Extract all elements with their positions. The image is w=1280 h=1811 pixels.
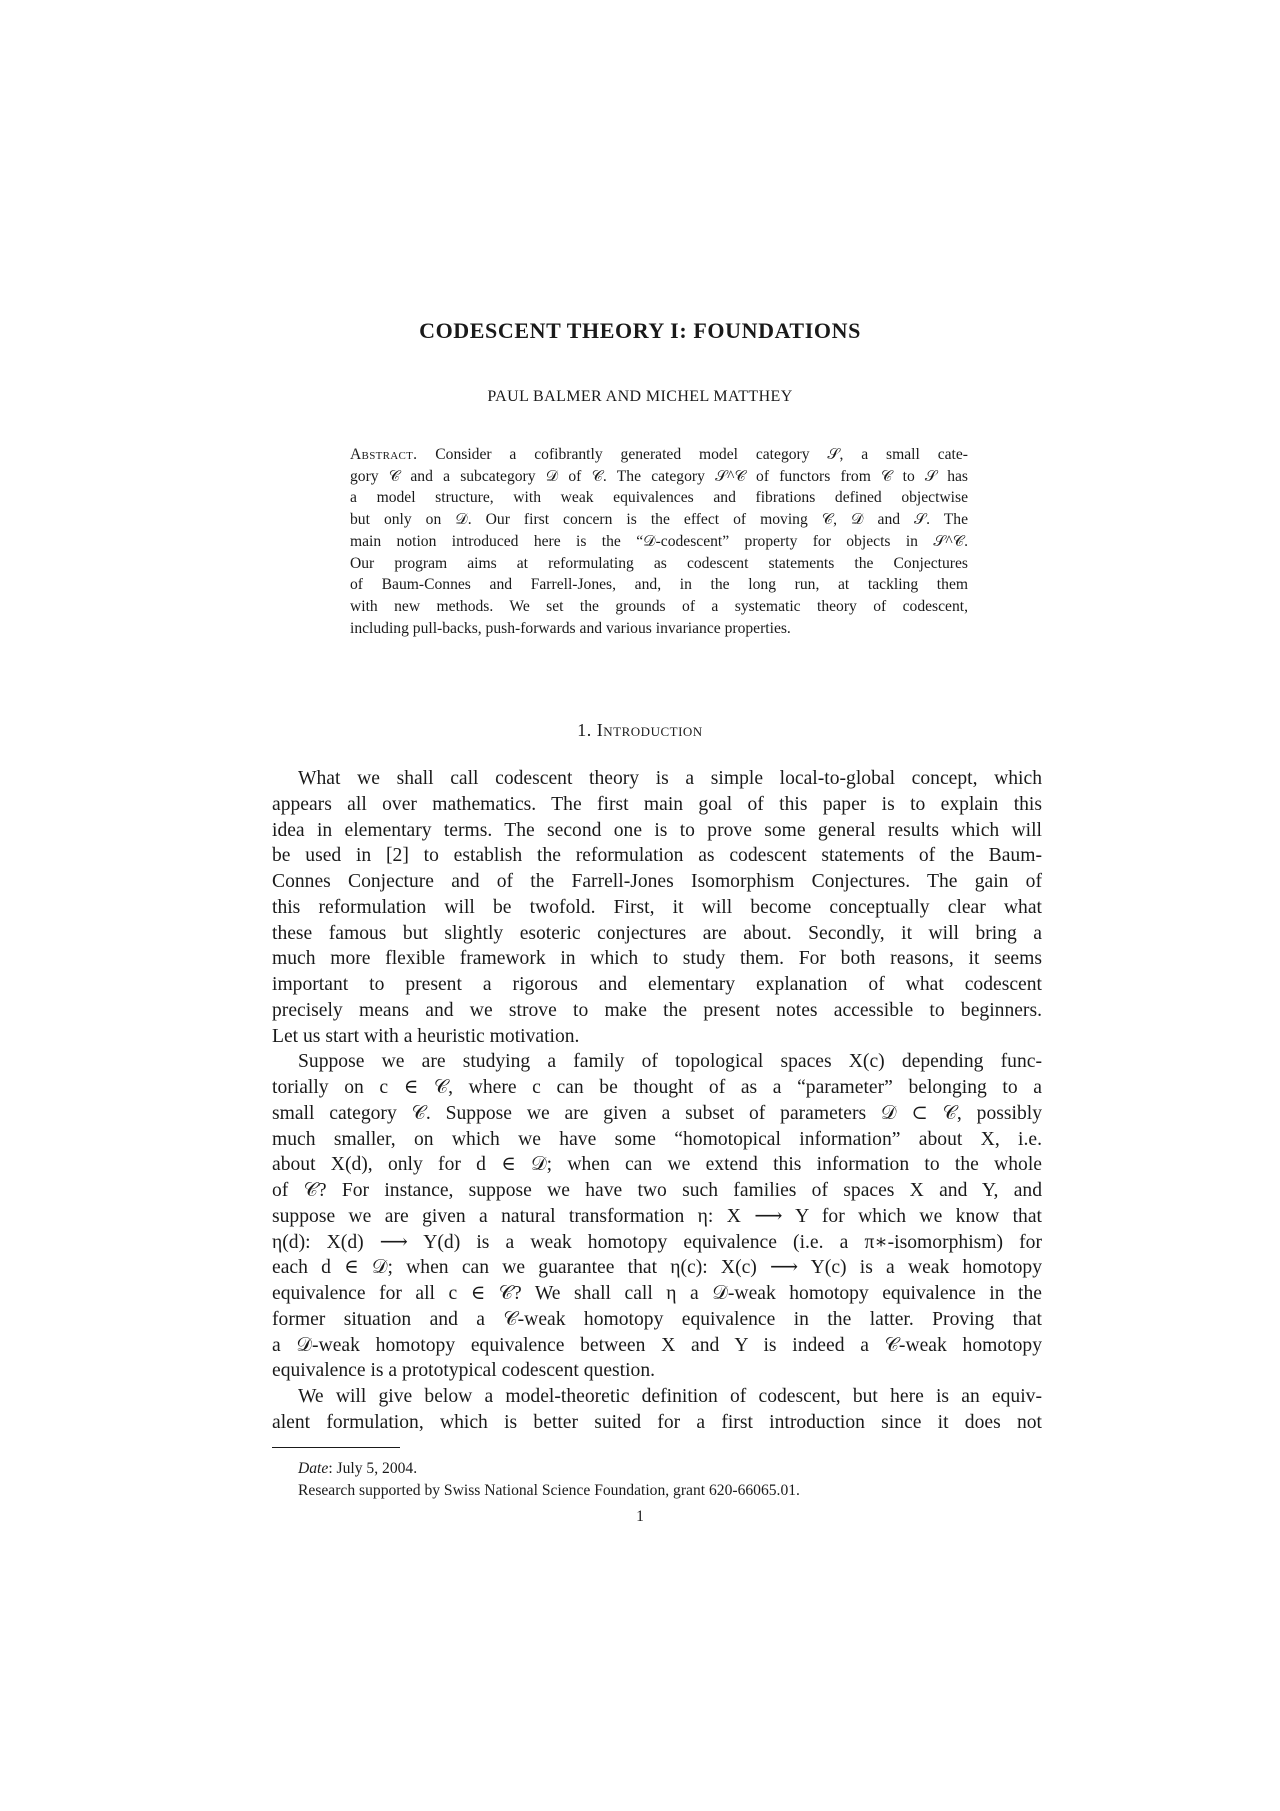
body-line: appears all over mathematics. The first main goal of this paper is to explain this (272, 793, 1042, 815)
body-line: η(d): X(d) ⟶ Y(d) is a weak homotopy equivalence (i.e. a π∗-isomorphism) for (272, 1231, 1042, 1253)
body-line: small category 𝒞. Suppose we are given a subset of parameters 𝒟 ⊂ 𝒞, possibly (272, 1102, 1042, 1124)
paper-authors: PAUL BALMER AND MICHEL MATTHEY (487, 388, 793, 405)
section-title: Introduction (596, 720, 703, 740)
abstract-heading: Abstract. (350, 446, 418, 463)
body-line: be used in [2] to establish the reformulation as codescent statements of the Baum- (272, 845, 1042, 867)
body-line: idea in elementary terms. The second one is to prove some general results which will (272, 819, 1042, 841)
body-line: Connes Conjecture and of the Farrell-Jones Isomorphism Conjectures. The gain of (272, 871, 1042, 892)
abstract-line: Abstract. Consider a cofibrantly generated model category 𝒮, a small cate- (350, 446, 968, 463)
footnote-divider (272, 1447, 400, 1448)
footnote-support: Research supported by Swiss National Science Foundation, grant 620-66065.01. (298, 1482, 800, 1499)
abstract-line: Our program aims at reformulating as codescent statements the Conjectures (350, 554, 968, 572)
body-line: What we shall call codescent theory is a simple local-to-global concept, which (298, 768, 1042, 789)
abstract-line: but only on 𝒟. Our first concern is the effect of moving 𝒞, 𝒟 and 𝒮. The (350, 511, 968, 529)
body-line: this reformulation will be twofold. First, it will become conceptually clear what (272, 896, 1042, 918)
body-line: precisely means and we strove to make the present notes accessible to beginners. (272, 999, 1042, 1021)
paper-title: CODESCENT THEORY I: FOUNDATIONS (419, 318, 861, 343)
body-line: equivalence is a prototypical codescent question. (272, 1360, 656, 1382)
page-number: 1 (636, 1508, 644, 1525)
footnote-date-value: : July 5, 2004. (328, 1460, 418, 1477)
abstract-line: main notion introduced here is the “𝒟-codescent” property for objects in 𝒮^𝒞. (350, 532, 968, 550)
footnotes (298, 1458, 1042, 1502)
body-line: equivalence for all c ∈ 𝒞? We shall call η a 𝒟-weak homotopy equivalence in the (272, 1283, 1042, 1304)
abstract-line: including pull-backs, push-forwards and various invariance properties. (350, 619, 791, 637)
body-line: about X(d), only for d ∈ 𝒟; when can we extend this information to the whole (272, 1154, 1042, 1176)
abstract-line: with new methods. We set the grounds of a systematic theory of codescent, (350, 597, 968, 615)
abstract-line: gory 𝒞 and a subcategory 𝒟 of 𝒞. The category 𝒮^𝒞 of functors from 𝒞 to 𝒮 has (350, 467, 968, 485)
body-line: former situation and a 𝒞-weak homotopy equivalence in the latter. Proving that (272, 1308, 1042, 1330)
body-line: these famous but slightly esoteric conjectures are about. Secondly, it will bring a (272, 922, 1042, 944)
body-line: torially on c ∈ 𝒞, where c can be thought of as a “parameter” belonging to a (272, 1077, 1042, 1098)
body-text (272, 766, 1042, 1436)
section-heading (0, 720, 1280, 741)
body-line: important to present a rigorous and elementary explanation of what codescent (272, 974, 1042, 995)
body-line: Let us start with a heuristic motivation. (272, 1025, 580, 1047)
abstract (350, 444, 968, 639)
section-number: 1. (577, 720, 592, 740)
body-line: much smaller, on which we have some “homotopical information” about X, i.e. (272, 1128, 1042, 1150)
footnote-date-label: Date (298, 1460, 329, 1477)
body-line: much more flexible framework in which to study them. For both reasons, it seems (272, 948, 1042, 970)
body-line: of 𝒞? For instance, suppose we have two such families of spaces X and Y, and (272, 1180, 1042, 1201)
body-line: suppose we are given a natural transformation η: X ⟶ Y for which we know that (272, 1205, 1042, 1227)
abstract-line: a model structure, with weak equivalences and fibrations defined objectwise (350, 489, 968, 507)
abstract-line: of Baum-Connes and Farrell-Jones, and, in the long run, at tackling them (350, 576, 968, 594)
body-line: a 𝒟-weak homotopy equivalence between X and Y is indeed a 𝒞-weak homotopy (272, 1334, 1042, 1356)
body-line: alent formulation, which is better suited for a first introduction since it does not (272, 1411, 1042, 1433)
body-line: Suppose we are studying a family of topological spaces X(c) depending func- (298, 1051, 1042, 1073)
body-line: We will give below a model-theoretic definition of codescent, but here is an equiv- (298, 1386, 1042, 1407)
body-line: each d ∈ 𝒟; when can we guarantee that η(c): X(c) ⟶ Y(c) is a weak homotopy (272, 1257, 1042, 1279)
footnote-date (298, 1458, 1042, 1480)
